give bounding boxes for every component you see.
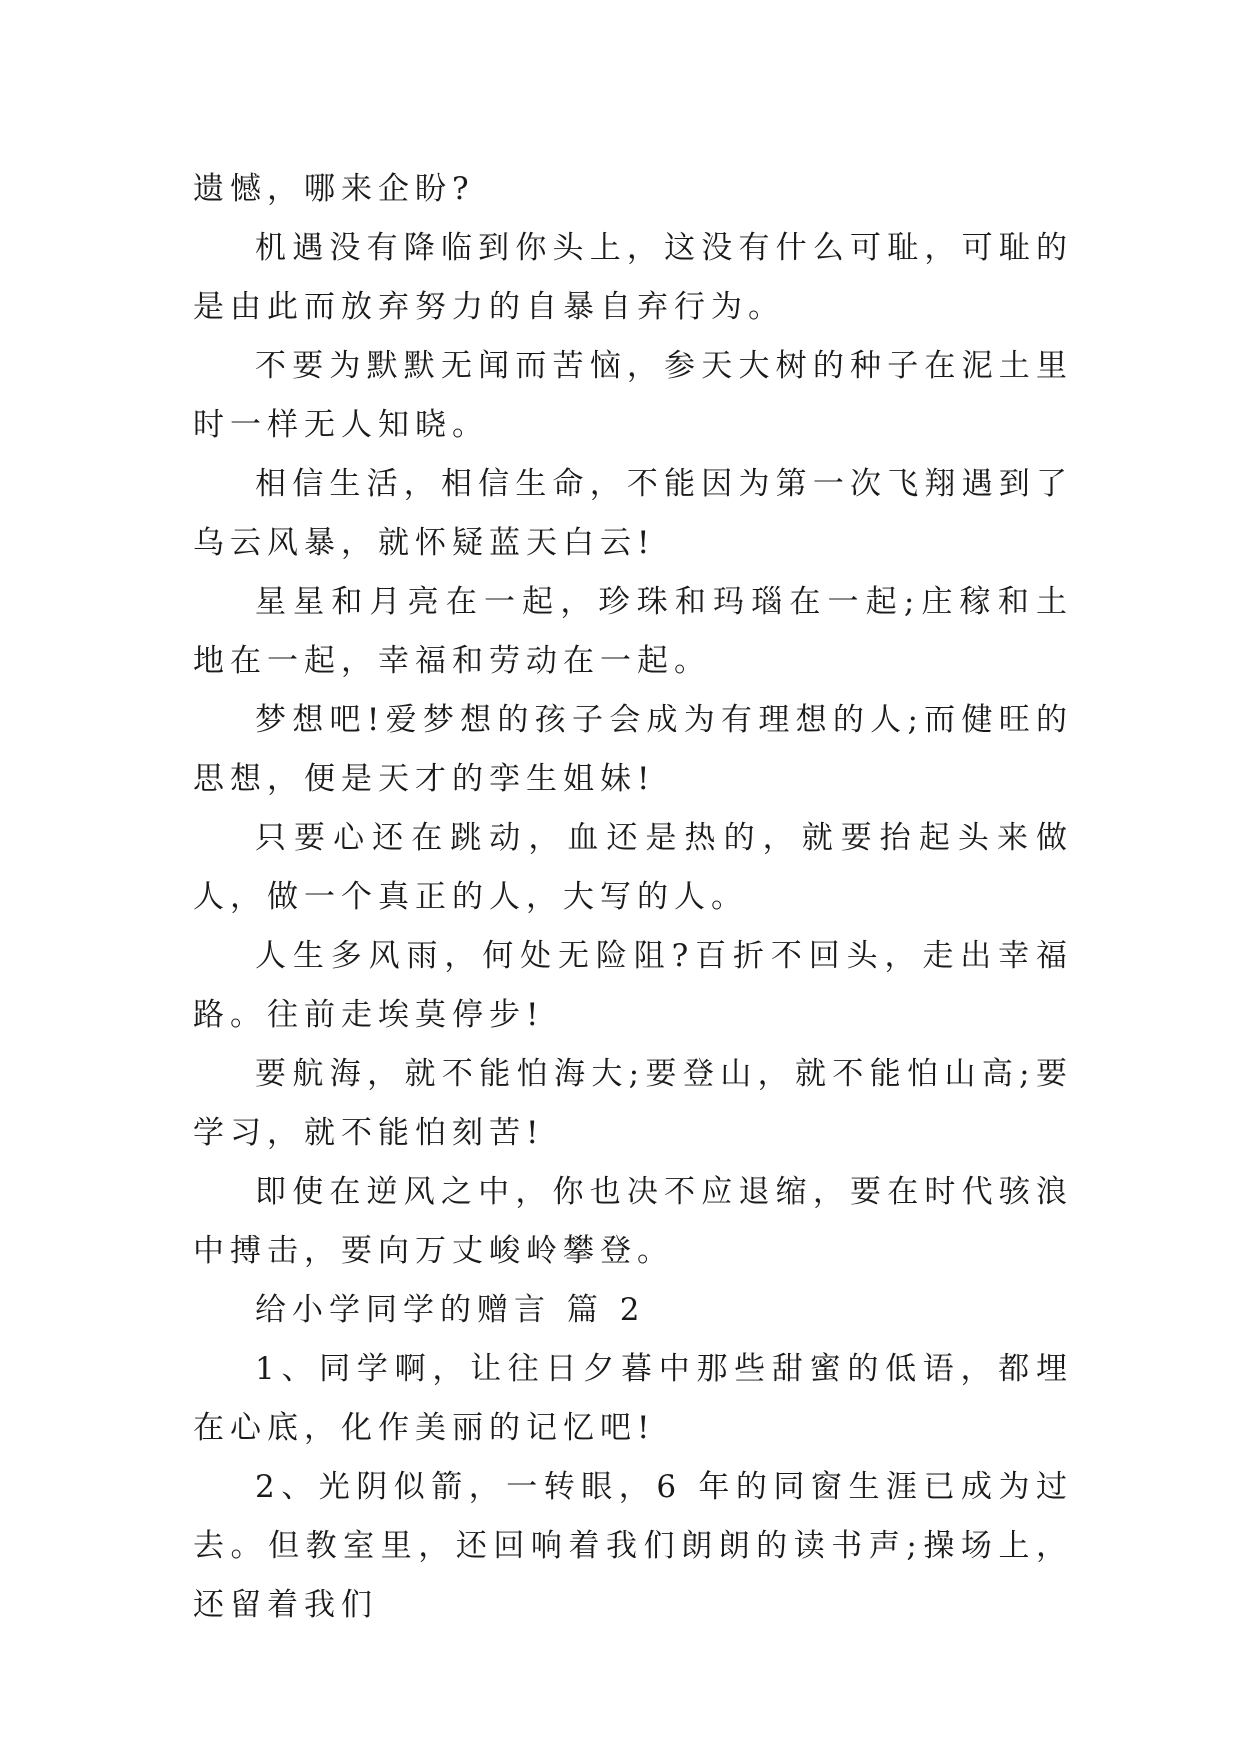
paragraph-8: 人生多风雨，何处无险阻?百折不回头，走出幸福路。往前走埃莫停步! xyxy=(193,938,1073,1033)
paragraph-12: 2、光阴似箭，一转眼，6 年的同窗生涯已成为过去。但教室里，还回响着我们朗朗的读书声;操场上，还留着我们 xyxy=(193,1469,1073,1623)
document-body xyxy=(193,160,1073,1635)
paragraph-9: 要航海，就不能怕海大;要登山，就不能怕山高;要学习，就不能怕刻苦! xyxy=(193,1056,1073,1151)
paragraph-4: 相信生活，相信生命，不能因为第一次飞翔遇到了乌云风暴，就怀疑蓝天白云! xyxy=(193,466,1073,561)
paragraph-11: 1、同学啊，让往日夕暮中那些甜蜜的低语，都埋在心底，化作美丽的记忆吧! xyxy=(193,1351,1073,1446)
paragraph-2: 机遇没有降临到你头上，这没有什么可耻，可耻的是由此而放弃努力的自暴自弃行为。 xyxy=(193,230,1073,325)
paragraph-6: 梦想吧!爱梦想的孩子会成为有理想的人;而健旺的思想，便是天才的孪生姐妹! xyxy=(193,702,1073,797)
paragraph-5: 星星和月亮在一起，珍珠和玛瑙在一起;庄稼和土地在一起，幸福和劳动在一起。 xyxy=(193,584,1073,679)
paragraph-10: 即使在逆风之中，你也决不应退缩，要在时代骇浪中搏击，要向万丈峻岭攀登。 xyxy=(193,1174,1073,1269)
section-heading: 给小学同学的赠言 篇 2 xyxy=(255,1292,646,1328)
paragraph-1: 遗憾，哪来企盼? xyxy=(193,171,475,207)
paragraph-7: 只要心还在跳动，血还是热的，就要抬起头来做人，做一个真正的人，大写的人。 xyxy=(193,820,1073,915)
paragraph-3: 不要为默默无闻而苦恼，参天大树的种子在泥土里时一样无人知晓。 xyxy=(193,348,1073,443)
